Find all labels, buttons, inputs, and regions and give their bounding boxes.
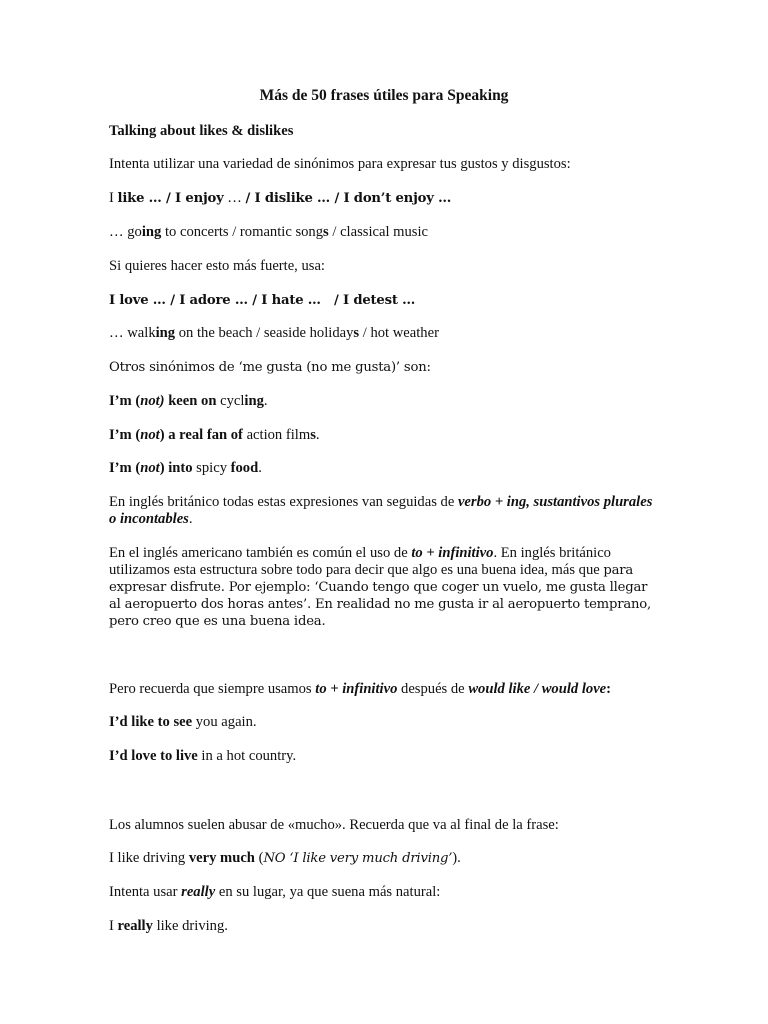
synonym-keen-on: I’m (not) keen on cycling.	[109, 393, 268, 409]
british-note: En inglés británico todas estas expresiones van seguidas de verbo + ing, sustantivos plurales o incontables.	[109, 494, 653, 527]
synonym-real-fan: I’m (not) a real fan of action films.	[109, 427, 320, 443]
page-title: Más de 50 frases útiles para Speaking	[259, 87, 509, 104]
example-going-line: … going to concerts / romantic songs / classical music	[109, 224, 429, 240]
example-really: I really like driving.	[109, 918, 228, 934]
section-heading: Talking about likes & dislikes	[109, 123, 294, 139]
example-very-much: I like driving very much (NO ‘I like very much driving’).	[109, 850, 461, 866]
intro-paragraph: Intenta utilizar una variedad de sinónimos para expresar tus gustos y disgustos:	[109, 156, 571, 172]
mucho-note: Los alumnos suelen abusar de «mucho». Recuerda que va al final de la frase:	[109, 817, 559, 833]
stronger-paragraph: Si quieres hacer esto más fuerte, usa:	[109, 258, 325, 274]
synonyms-intro: Otros sinónimos de ‘me gusta (no me gusta)’ son:	[109, 360, 431, 375]
example-walking-line: … walking on the beach / seaside holidays / hot weather	[109, 325, 439, 341]
really-note: Intenta usar really en su lugar, ya que suena más natural:	[109, 884, 441, 900]
love-phrases-line: I love … / I adore … / I hate … / I detest …	[109, 293, 416, 308]
example-love-to-live: I’d love to live in a hot country.	[109, 748, 297, 764]
example-like-to-see: I’d like to see you again.	[109, 714, 257, 730]
synonym-into: I’m (not) into spicy food.	[109, 460, 262, 476]
american-note: En el inglés americano también es común el uso de to + infinitivo. En inglés británico utilizamos esta estructura sobre todo para decir que algo es una buena idea, más que para expresar disfrute. Por ejemplo: ‘Cuando tengo que coger un vuelo, me gusta llegar al aeropuerto dos horas antes’. En realidad no me gusta ir al aeropuerto temprano, pero creo que es una buena idea.	[109, 545, 652, 629]
remember-paragraph: Pero recuerda que siempre usamos to + infinitivo después de would like / would love:	[109, 681, 612, 697]
like-phrases-line: I like … / I enjoy … / I dislike … / I don’t enjoy …	[109, 190, 452, 206]
